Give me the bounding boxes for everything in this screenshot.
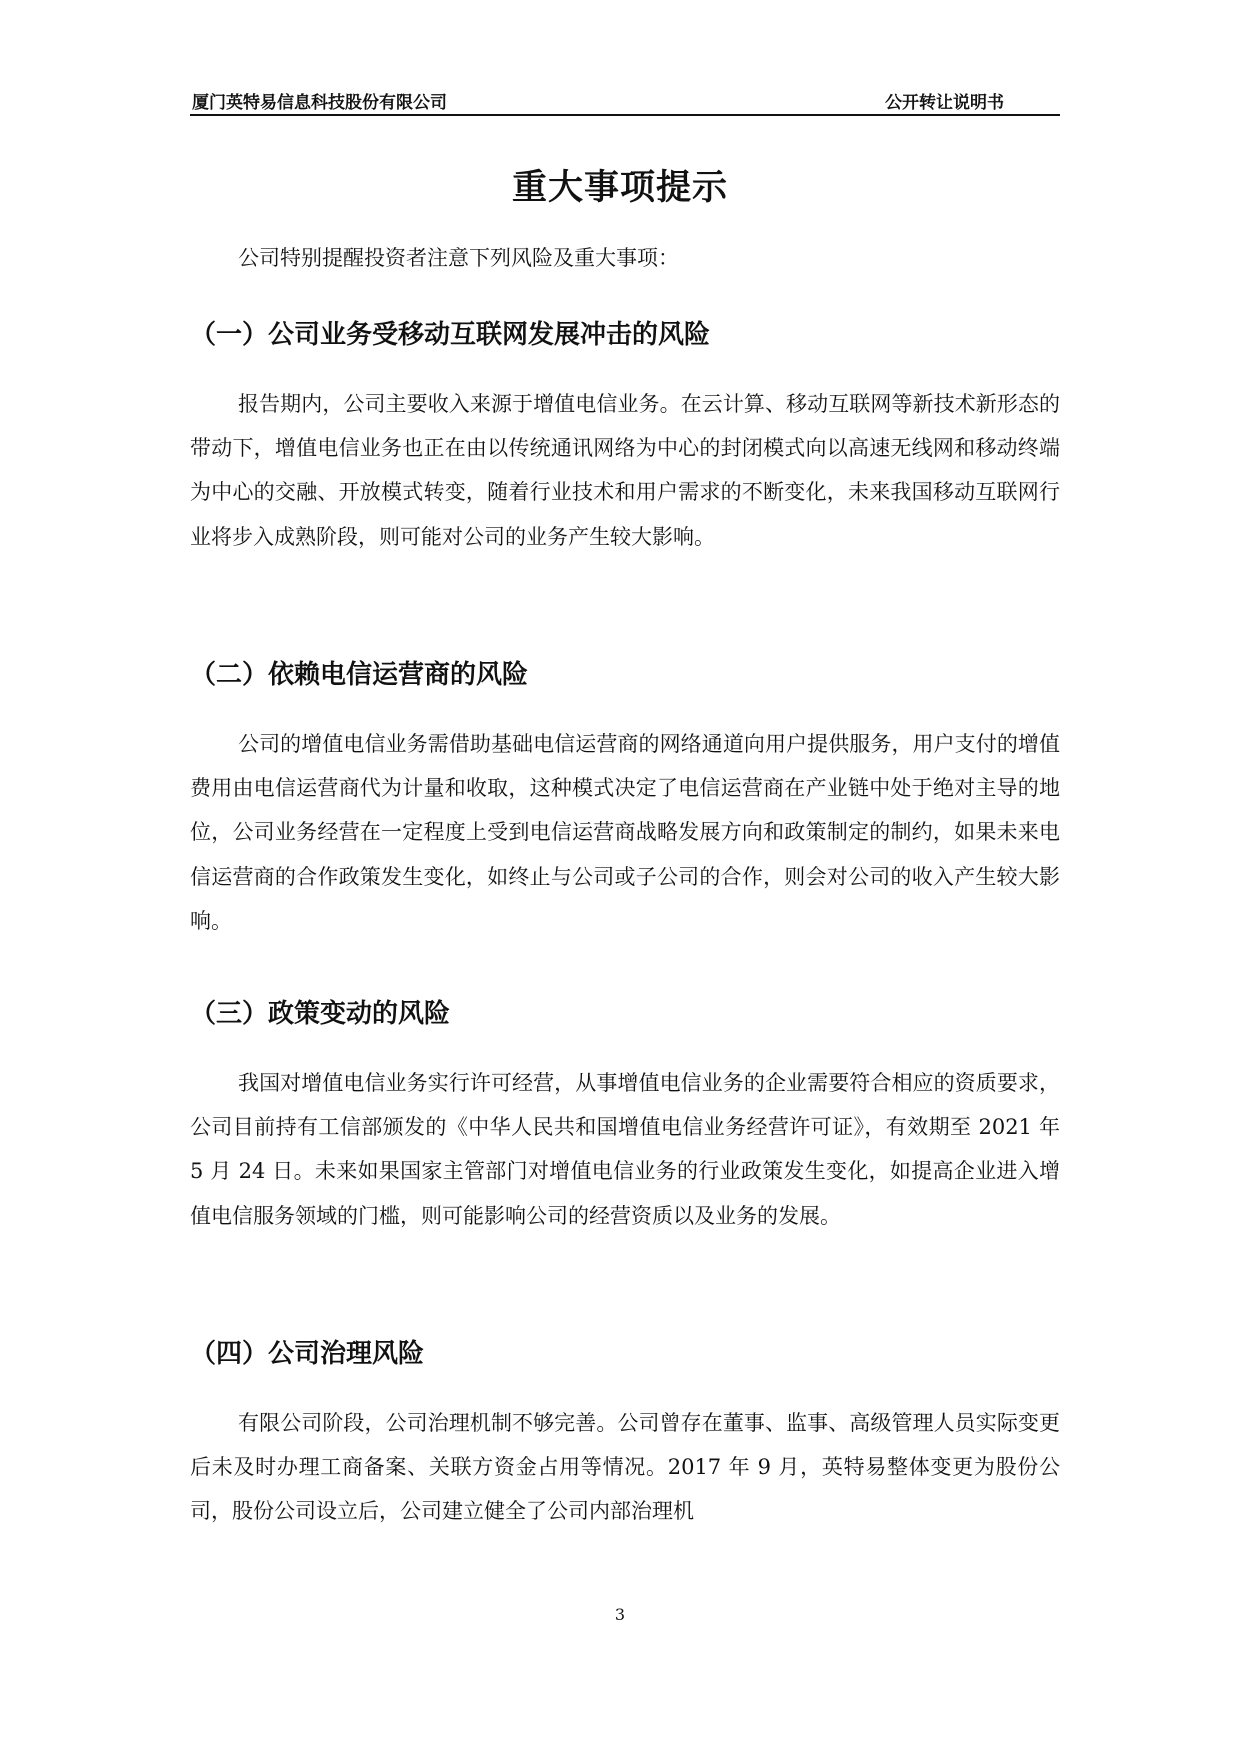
header-document-type: 公开转让说明书 xyxy=(885,93,1004,113)
page-header xyxy=(190,86,1060,116)
intro-text: 公司特别提醒投资者注意下列风险及重大事项： xyxy=(238,246,679,270)
section-body-1: 报告期内，公司主要收入来源于增值电信业务。在云计算、移动互联网等新技术新形态的带动下，增值电信业务也正在由以传统通讯网络为中心的封闭模式向以高速无线网和移动终端为中心的交融、开放模式转变，随着行业技术和用户需求的不断变化，未来我国移动互联网行业将步入成熟阶段，则可能对公司的业务产生较大影响。 xyxy=(190,392,1060,549)
page-title: 重大事项提示 xyxy=(511,168,728,208)
section-body-3: 我国对增值电信业务实行许可经营，从事增值电信业务的企业需要符合相应的资质要求，公司目前持有工信部颁发的《中华人民共和国增值电信业务经营许可证》，有效期至 2021 年 5 月 24 日。未来如果国家主管部门对增值电信业务的行业政策发生变化，如提高企业进入增值电信服务领域的门槛，则可能影响公司的经营资质以及业务的发展。 xyxy=(190,1071,1060,1228)
section-heading-1: （一）公司业务受移动互联网发展冲击的风险 xyxy=(190,320,711,350)
page-number: 3 xyxy=(614,1605,626,1624)
section-body-4: 有限公司阶段，公司治理机制不够完善。公司曾存在董事、监事、高级管理人员实际变更后未及时办理工商备案、关联方资金占用等情况。2017 年 9 月，英特易整体变更为股份公司，股份公司设立后，公司建立健全了公司内部治理机 xyxy=(190,1411,1060,1524)
section-heading-2: （二）依赖电信运营商的风险 xyxy=(190,660,529,690)
section-heading-3: （三）政策变动的风险 xyxy=(190,999,451,1029)
section-body-2: 公司的增值电信业务需借助基础电信运营商的网络通道向用户提供服务，用户支付的增值费用由电信运营商代为计量和收取，这种模式决定了电信运营商在产业链中处于绝对主导的地位，公司业务经营在一定程度上受到电信运营商战略发展方向和政策制定的制约，如果未来电信运营商的合作政策发生变化，如终止与公司或子公司的合作，则会对公司的收入产生较大影响。 xyxy=(190,732,1060,933)
section-heading-4: （四）公司治理风险 xyxy=(190,1339,425,1369)
header-company-name: 厦门英特易信息科技股份有限公司 xyxy=(192,93,447,113)
